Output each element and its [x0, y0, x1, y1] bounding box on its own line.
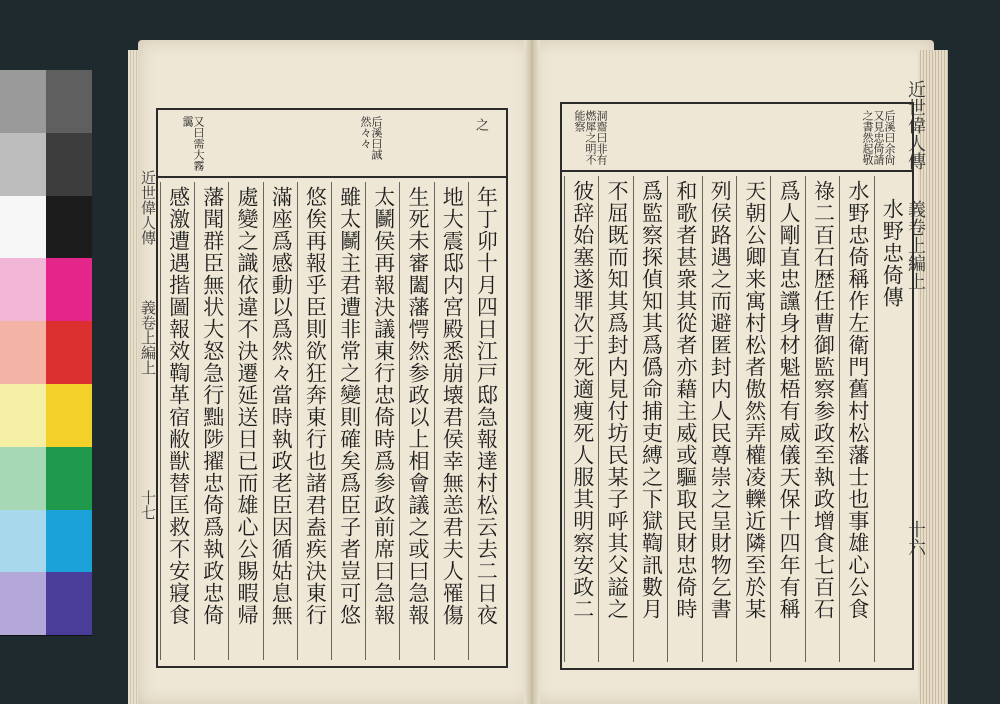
right-running-title — [906, 60, 936, 660]
chapter-title: 水野忠倚傳 — [880, 198, 905, 308]
color-swatch — [0, 196, 46, 259]
column-text: 悠俟再報乎臣則欲狂奔東行也諸君盍疾決東行 — [303, 186, 328, 626]
color-swatch — [46, 70, 92, 133]
column-text: 生死未審闔藩愕然参政以上相會議之或曰急報 — [405, 186, 430, 626]
column-text: 和歌者甚衆其從者亦藉主威或驅取民財忠倚時 — [673, 180, 698, 620]
text-column — [331, 182, 366, 660]
column-text: 滿座爲感動以爲然々當時執政老臣因循姑息無 — [269, 186, 294, 626]
right-folio: 十六 — [905, 520, 926, 556]
color-swatch — [46, 572, 92, 635]
column-text: 祿二百石歴任曹御監察参政至執政增食七百石 — [811, 180, 836, 620]
left-header-band — [158, 110, 506, 178]
color-calibration-strip — [0, 70, 92, 636]
text-column — [736, 176, 771, 662]
text-column — [434, 182, 469, 660]
text-column — [297, 182, 332, 660]
text-column — [263, 182, 298, 660]
right-running-subtitle: 義卷上編上 — [905, 200, 926, 290]
left-running-subtitle: 義卷上編上 — [139, 300, 157, 375]
book-gutter — [524, 40, 540, 704]
column-text: 年丁卯十月四日江戸邸急報達村松云去二日夜 — [474, 186, 499, 626]
column-text: 處變之識依違不決遷延送日已而雄心公賜暇帰 — [234, 186, 259, 626]
text-column — [598, 176, 633, 662]
column-text: 雖太鬭主君遭非常之變則確矣爲臣子者豈可悠 — [337, 186, 362, 626]
column-text: 感激遭遇揩圖報效鞫革宿敝獣替匡救不安寢食 — [166, 186, 191, 626]
column-text: 藩聞群臣無状大怒急行黜陟擢忠倚爲執政忠倚 — [200, 186, 225, 626]
color-swatch — [46, 258, 92, 321]
text-column — [702, 176, 737, 662]
color-swatch — [0, 70, 46, 133]
right-header-band — [562, 104, 912, 172]
text-column — [667, 176, 702, 662]
chapter-title-column — [874, 176, 909, 662]
color-swatch — [0, 447, 46, 510]
left-running-title-text: 近世偉人傳 — [139, 170, 157, 245]
column-text: 爲監察探偵知其爲僞命捕吏縛之下獄鞫訊數月 — [639, 180, 664, 620]
right-text-frame — [560, 102, 914, 670]
column-text: 不屈既而知其爲封内見付坊民某子呼其父謚之 — [605, 180, 630, 620]
open-book — [128, 20, 950, 704]
left-header-note-2: 后溪曰誠然々々 — [359, 116, 383, 160]
text-column — [160, 182, 195, 660]
color-swatch — [46, 133, 92, 196]
text-column — [365, 182, 400, 660]
column-text: 彼辞始塞遂罪次于死適痩死人服其明察安政二 — [570, 180, 595, 620]
column-text: 列侯路遇之而避匿封内人民尊崇之呈財物乞書 — [708, 180, 733, 620]
right-running-title-text: 近世偉人傳 — [905, 80, 926, 170]
color-swatch — [46, 510, 92, 573]
color-swatch — [46, 321, 92, 384]
column-text: 地大震邸内宮殿悉崩壊君侯幸無恙君夫人罹傷 — [440, 186, 465, 626]
color-swatch — [0, 510, 46, 573]
text-column — [839, 176, 874, 662]
left-folio: 十七 — [139, 490, 157, 520]
text-column — [194, 182, 229, 660]
text-column — [468, 182, 503, 660]
column-text: 水野忠倚稱作左衛門舊村松藩士也事雄心公食 — [845, 180, 870, 620]
text-column — [228, 182, 263, 660]
text-column — [564, 176, 599, 662]
right-header-note-1: 后溪曰余尙又見忠倚請之書然起敬 — [861, 110, 896, 165]
text-column — [399, 182, 434, 660]
color-swatch — [0, 384, 46, 447]
left-header-note-3: 又曰需大霧靄 — [181, 116, 205, 171]
right-header-note-2: 洞齋曰非有燃犀之明不能察 — [573, 110, 608, 165]
left-header-note-1: 之 — [473, 118, 488, 131]
color-swatch — [0, 572, 46, 635]
text-column — [770, 176, 805, 662]
color-swatch — [46, 384, 92, 447]
color-swatch — [46, 447, 92, 510]
left-text-frame — [156, 108, 508, 668]
text-column — [633, 176, 668, 662]
color-swatch — [46, 196, 92, 259]
color-swatch — [0, 258, 46, 321]
column-text: 太鬭侯再報決議東行忠倚時爲参政前席曰急報 — [371, 186, 396, 626]
color-swatch — [0, 321, 46, 384]
column-text: 天朝公卿来寓村松者傲然弄權凌轢近隣至於某 — [742, 180, 767, 620]
color-swatch — [0, 133, 46, 196]
text-column — [805, 176, 840, 662]
column-text: 爲人剛直忠讜身材魁梧有威儀天保十四年有稱 — [777, 180, 802, 620]
